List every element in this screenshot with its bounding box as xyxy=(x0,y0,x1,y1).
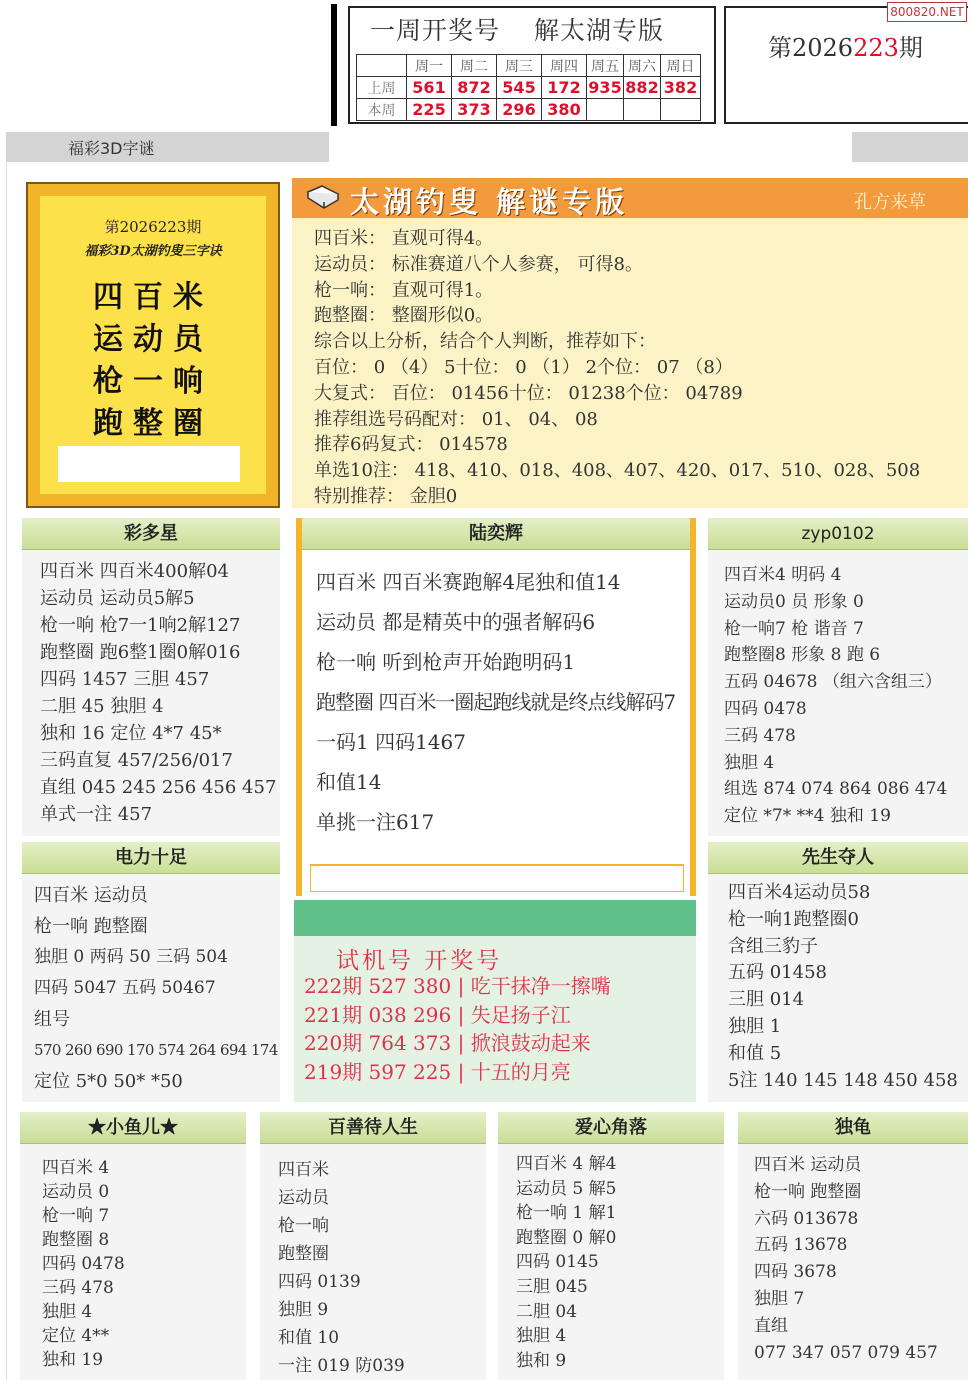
main-analysis xyxy=(292,178,968,508)
main-header xyxy=(292,178,968,218)
panel-title: 百善待人生 xyxy=(260,1112,486,1144)
trial-row: 220期 764 373 | 掀浪鼓动起来 xyxy=(304,1031,591,1055)
riddle-line: 跑整圈 xyxy=(93,406,213,441)
draw-number: 373 xyxy=(452,99,497,121)
nav-bar xyxy=(6,132,968,162)
draw-number: 935 xyxy=(588,78,622,97)
day-header: 周五 xyxy=(587,55,624,77)
trial-row: 222期 527 380 | 吃干抹净一擦嘴 xyxy=(304,974,611,998)
draw-number: 382 xyxy=(661,77,701,99)
day-header: 周三 xyxy=(497,55,542,77)
riddle-subtitle: 福彩3D太湖钓叟三字诀 xyxy=(84,244,222,259)
draw-number xyxy=(587,99,624,121)
main-title: 太湖钓叟 解谜专版 xyxy=(350,185,629,219)
riddle-line: 枪一响 xyxy=(93,364,213,399)
section-title[interactable]: 福彩3D字谜 xyxy=(68,139,155,158)
draw-number: 225 xyxy=(407,99,452,121)
weekly-draw-box xyxy=(348,6,716,124)
panel-xiansheng: 先生夺人 四百米4运动员58 枪一响1跑整圈0 含组三豹子 五码 01458 三胆 014 独胆 1 和值 5 5注 140 145 148 450 458 xyxy=(708,842,968,1102)
this-week-row: 本周 225 373 296 380 xyxy=(357,99,701,121)
panel-title: 电力十足 xyxy=(22,842,280,874)
draw-number: 172 xyxy=(542,77,587,99)
trial-row: 219期 597 225 | 十五的月亮 xyxy=(304,1059,571,1084)
trial-title: 试机号 开奖号 xyxy=(336,948,503,974)
draw-number: 561 xyxy=(407,77,452,99)
panel-xiaoyu: ★小鱼儿★ 四百米 4 运动员 0 枪一响 7 跑整圈 8 四码 0478 三码 478 独胆 4 定位 4** 独和 19 xyxy=(20,1112,246,1380)
day-header: 周二 xyxy=(452,55,497,77)
draw-number: 380 xyxy=(542,99,587,121)
riddle-box xyxy=(26,182,280,508)
riddle-line: 运动员 xyxy=(93,322,213,357)
riddle-line: 四百米 xyxy=(93,280,213,315)
panel-baishan: 百善待人生 四百米 运动员 枪一响 跑整圈 四码 0139 独胆 9 和值 10 一注 019 防039 xyxy=(260,1112,486,1380)
draw-number: 872 xyxy=(452,77,497,99)
draw-number: 882 xyxy=(625,78,659,97)
weekly-title: 一周开奖号 解太湖专版 xyxy=(370,16,665,45)
panel-lu: 陆奕辉 四百米 四百米赛跑解4尾独和值14 运动员 都是精英中的强者解码6 枪一响 听到枪声开始跑明码1 跑整圈 四百米一圈起跑线就是终点线解码7 一码1 四码1467 和值14 单挑一注617 xyxy=(296,518,696,896)
site-watermark: 800820.NET xyxy=(887,2,967,22)
trial-numbers-panel xyxy=(294,900,696,1102)
weekly-draw-table xyxy=(356,54,701,121)
book-icon xyxy=(306,184,340,212)
header-divider xyxy=(331,4,337,126)
day-header: 周一 xyxy=(407,55,452,77)
panel-dianli: 电力十足 四百米 运动员 枪一响 跑整圈 独胆 0 两码 50 三码 504 四码 5047 五码 50467 组号 570 260 690 170 574 264 694 174 定位 5*0 50* *50 xyxy=(22,842,280,1102)
panel-title: 陆奕辉 xyxy=(302,518,690,550)
day-header: 周四 xyxy=(542,55,587,77)
panel-title: 先生夺人 xyxy=(708,842,968,874)
draw-number: 296 xyxy=(497,99,542,121)
trial-row: 221期 038 296 | 失足扬子江 xyxy=(304,1002,571,1027)
riddle-issue: 第2026223期 xyxy=(104,218,202,236)
panel-title: 彩多星 xyxy=(22,518,280,550)
panel-zyp: zyp0102 四百米4 明码 4 运动员0 员 形象 0 枪一响7 枪 谐音 7 跑整圈8 形象 8 跑 6 五码 04678 （组六含组三） 四码 0478 三码 478 独胆 4 组选 874 074 864 086 474 定位 *7* **4 独和 19 xyxy=(708,518,968,836)
main-author: 孔方来草 xyxy=(854,192,926,213)
issue-title: 第2026223期 xyxy=(768,34,923,62)
panel-caiduoxing: 彩多星 四百米 四百米400解04 运动员 运动员5解5 枪一响 枪7一1响2解127 跑整圈 跑6整1圈0解016 四码 1457 三胆 457 二胆 45 独胆 4 独和 16 定位 4*7 45* 三码直复 457/256/017 直组 045 245 256 456 457 单式一注 457 xyxy=(22,518,280,836)
panel-title: zyp0102 xyxy=(708,518,968,550)
panel-title: 独龟 xyxy=(738,1112,968,1144)
panel-title: ★小鱼儿★ xyxy=(20,1112,246,1144)
draw-number xyxy=(624,99,661,121)
analysis-lines: 四百米： 直观可得4。 运动员： 标准赛道八个人参赛， 可得8。 枪一响： 直观可得1。 跑整圈： 整圈形似0。 综合以上分析，结合个人判断，推荐如下： 百位： 0 （4） 5十位： 0 （1） 2个位： 07 （8） 大复式： 百位： 01456十位： 01238个位： 04789 推荐组选号码配对： 01、 04、 08 推荐6码复式： 014578 单选10注： 418、410、018、408、407、420、017、510、028、508 特别推荐： 金胆0 xyxy=(314,228,921,507)
day-header: 周六 xyxy=(624,55,661,77)
draw-number: 545 xyxy=(497,77,542,99)
day-header: 周日 xyxy=(661,55,701,77)
issue-box xyxy=(724,6,968,124)
panel-dugui: 独龟 四百米 运动员 枪一响 跑整圈 六码 013678 五码 13678 四码 3678 独胆 7 直组 077 347 057 079 457 xyxy=(738,1112,968,1380)
last-week-row: 上周 561 872 545 172 935 882 382 xyxy=(357,77,701,99)
panel-title: 爱心角落 xyxy=(498,1112,724,1144)
draw-number xyxy=(661,99,701,121)
panel-aixin: 爱心角落 四百米 4 解4 运动员 5 解5 枪一响 1 解1 跑整圈 0 解0 四码 0145 三胆 045 二胆 04 独胆 4 独和 9 xyxy=(498,1112,724,1380)
